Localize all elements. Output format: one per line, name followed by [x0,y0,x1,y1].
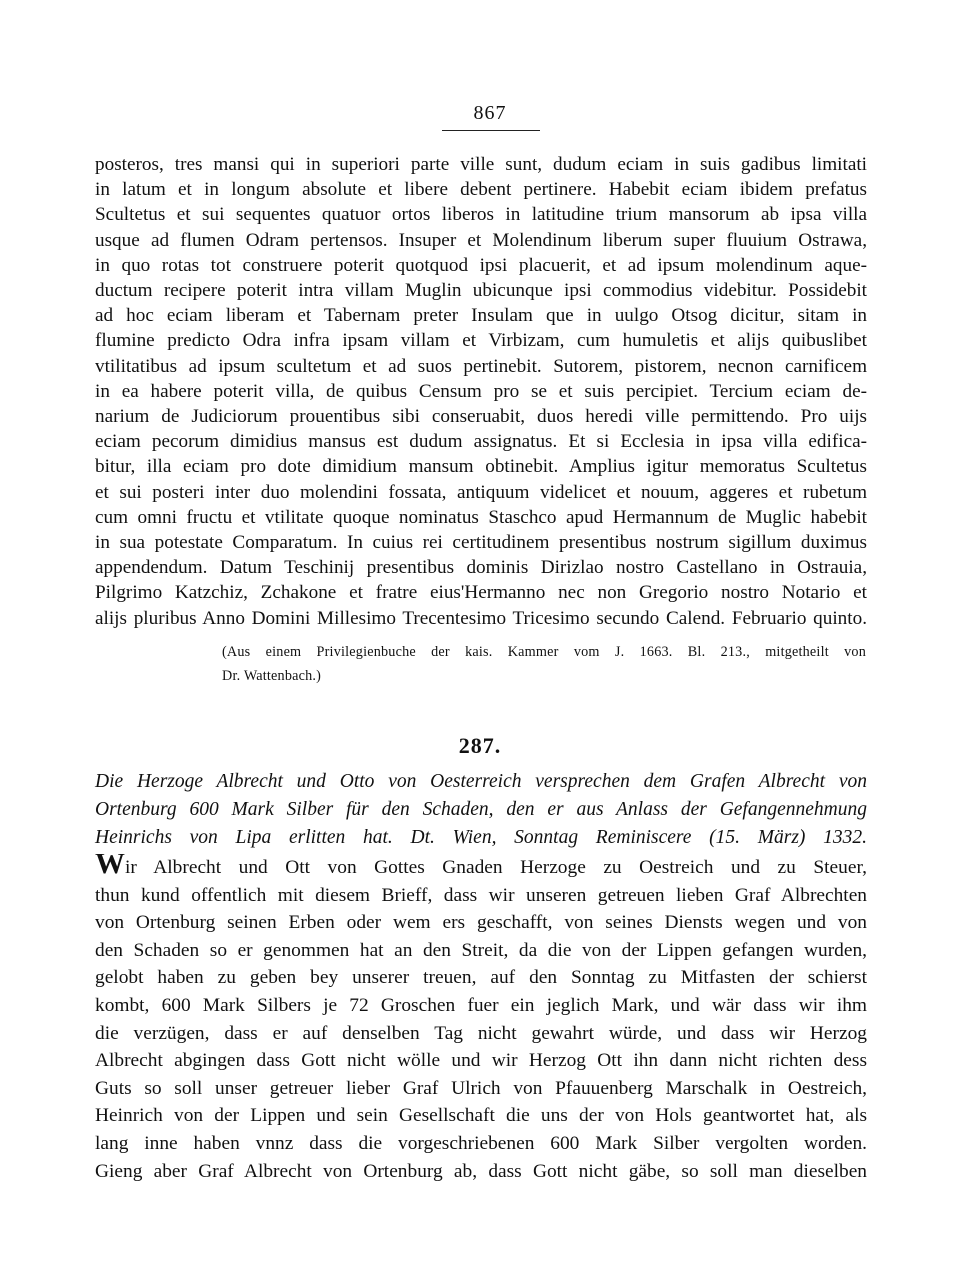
text-line: Pilgrimo Katzchiz, Zchakone et fratre eius'Hermanno nec non Gregorio nostro Notario et [95,582,867,604]
regest-line: Die Herzoge Albrecht und Otto von Oesterreich versprechen dem Grafen Albrecht von [95,771,867,792]
text-line: appendendum. Datum Teschinij presentibus dominis Dirizlao nostro Castellano in Ostrauia, [95,557,867,579]
text-line: kombt, 600 Mark Silbers je 72 Groschen fuer ein jeglich Mark, und wär dass wir ihm [95,994,867,1016]
text-line: thun kund offentlich mit diesem Brieff, dass wir unseren getreuen lieben Graf Albrechten [95,884,867,906]
header-rule [442,130,540,131]
text-line: Scultetus et sui sequentes quatuor ortos liberos in latitudine trium mansorum ab ipsa villa [95,204,867,226]
text-line: eciam pecorum dimidius mansus est dudum assignatus. Et si Ecclesia in ipsa villa edifica- [95,431,867,453]
text-line: et sui posteri inter duo molendini fossata, antiquum videlicet et nouum, aggeres et rubetum [95,481,867,503]
text-line: alijs pluribus Anno Domini Millesimo Trecentesimo Tricesimo secundo Calend. Februario quinto. [95,607,867,629]
first-line [95,854,867,882]
text-line: den Schaden so er genommen hat an den Streit, da die von der Lippen gefangen wurden, [95,939,867,961]
text-line: in quo rotas tot construere poterit quotquod ipsi placuerit, et ad ipsum molendinum aque- [95,254,867,276]
text-line: in latum et in longum absolute et libere debent pertinere. Habebit eciam ibidem prefatus [95,179,867,201]
text-line: in sua potestate Comparatum. In cuius rei certitudinem presentibus nostrum sigillum duximus [95,532,867,554]
note-line: Dr. Wattenbach.) [222,668,322,684]
text-line: posteros, tres mansi qui in superiori parte ville sunt, dudum eciam in suis gadibus limitati [95,154,867,175]
note-line: (Aus einem Privilegienbuche der kais. Kammer vom J. 1663. Bl. 213., mitgetheilt von [222,644,866,660]
document-regest [95,768,867,851]
text-line: Guts so soll unser getreuer lieber Graf Ulrich von Pfauuenberg Marschalk in Oestreich, [95,1077,867,1099]
text-line: gelobt haben zu geben bey unserer treuen, auf den Sonntag zu Mitfasten der schierst [95,967,867,989]
text-line: Heinrich von der Lippen und sein Gesellschaft die uns der von Hols geantwortet hat, als [95,1105,867,1127]
text-line: die verzügen, dass er auf denselben Tag nicht gewahrt würde, und dass wir Herzog [95,1022,867,1044]
text-line: Albrecht abgingen dass Gott nicht wölle und wir Herzog Ott ihn dann nicht richten dess [95,1050,867,1072]
text-line: usque ad flumen Odram pertensos. Insuper et Molendinum liberum super fluuium Ostrawa, [95,229,867,251]
text-line: lang inne haben vnnz dass die vorgeschriebenen 600 Mark Silber vergolten worden. [95,1132,867,1154]
first-line-text: ir Albrecht und Ott von Gottes Gnaden Herzoge zu Oestreich und zu Steuer, [125,857,867,878]
document-number: 287. [458,733,502,758]
charter-text-continuation [95,152,867,631]
text-line: vtilitatibus ad ipsum scultetum et ad suos pertinebit. Sutorem, pistorem, necnon carnificem [95,355,867,377]
text-line: cum omni fructu et vtilitate quoque nominatus Staschco apud Hermannum de Muglic habebit [95,506,867,528]
text-line: flumine predicto Odra infra ipsam villam et Virbizam, cum humuletis et alijs quibuslibet [95,330,867,352]
charter-text-287 [95,854,867,1185]
text-line: ductum recipere poterit intra villam Muglin ubicunque ipsi commodius videbitur. Possidebit [95,280,867,302]
text-line: von Ortenburg seinen Erben oder wem ers geschafft, von seines Diensts wegen und von [95,912,867,934]
text-line: in ea habere poterit villa, de quibus Censum pro se et suis percipiet. Tercium eciam de- [95,380,867,402]
page-number: 867 [473,102,507,124]
regest-line: Ortenburg 600 Mark Silber für den Schaden, den er aus Anlass der Gefangennehmung [95,798,867,820]
text-line: ad hoc eciam liberam et Tabernam preter Insulam que in uulgo Otsog dicitur, sitam in [95,305,867,327]
drop-cap: W [95,854,125,880]
text-line: Gieng aber Graf Albrecht von Ortenburg ab, dass Gott nicht gäbe, so soll man dieselben [95,1160,867,1182]
text-line: narium de Judiciorum prouentibus sibi conseruabit, duos heredi ville permittendo. Pro uijs [95,406,867,428]
source-note [222,640,866,688]
text-line: bitur, illa eciam pro dote dimidium mansum obtinebit. Amplius igitur memoratus Scultetus [95,456,867,478]
regest-line: Heinrichs von Lipa erlitten hat. Dt. Wien, Sonntag Reminiscere (15. März) 1332. [95,826,867,848]
